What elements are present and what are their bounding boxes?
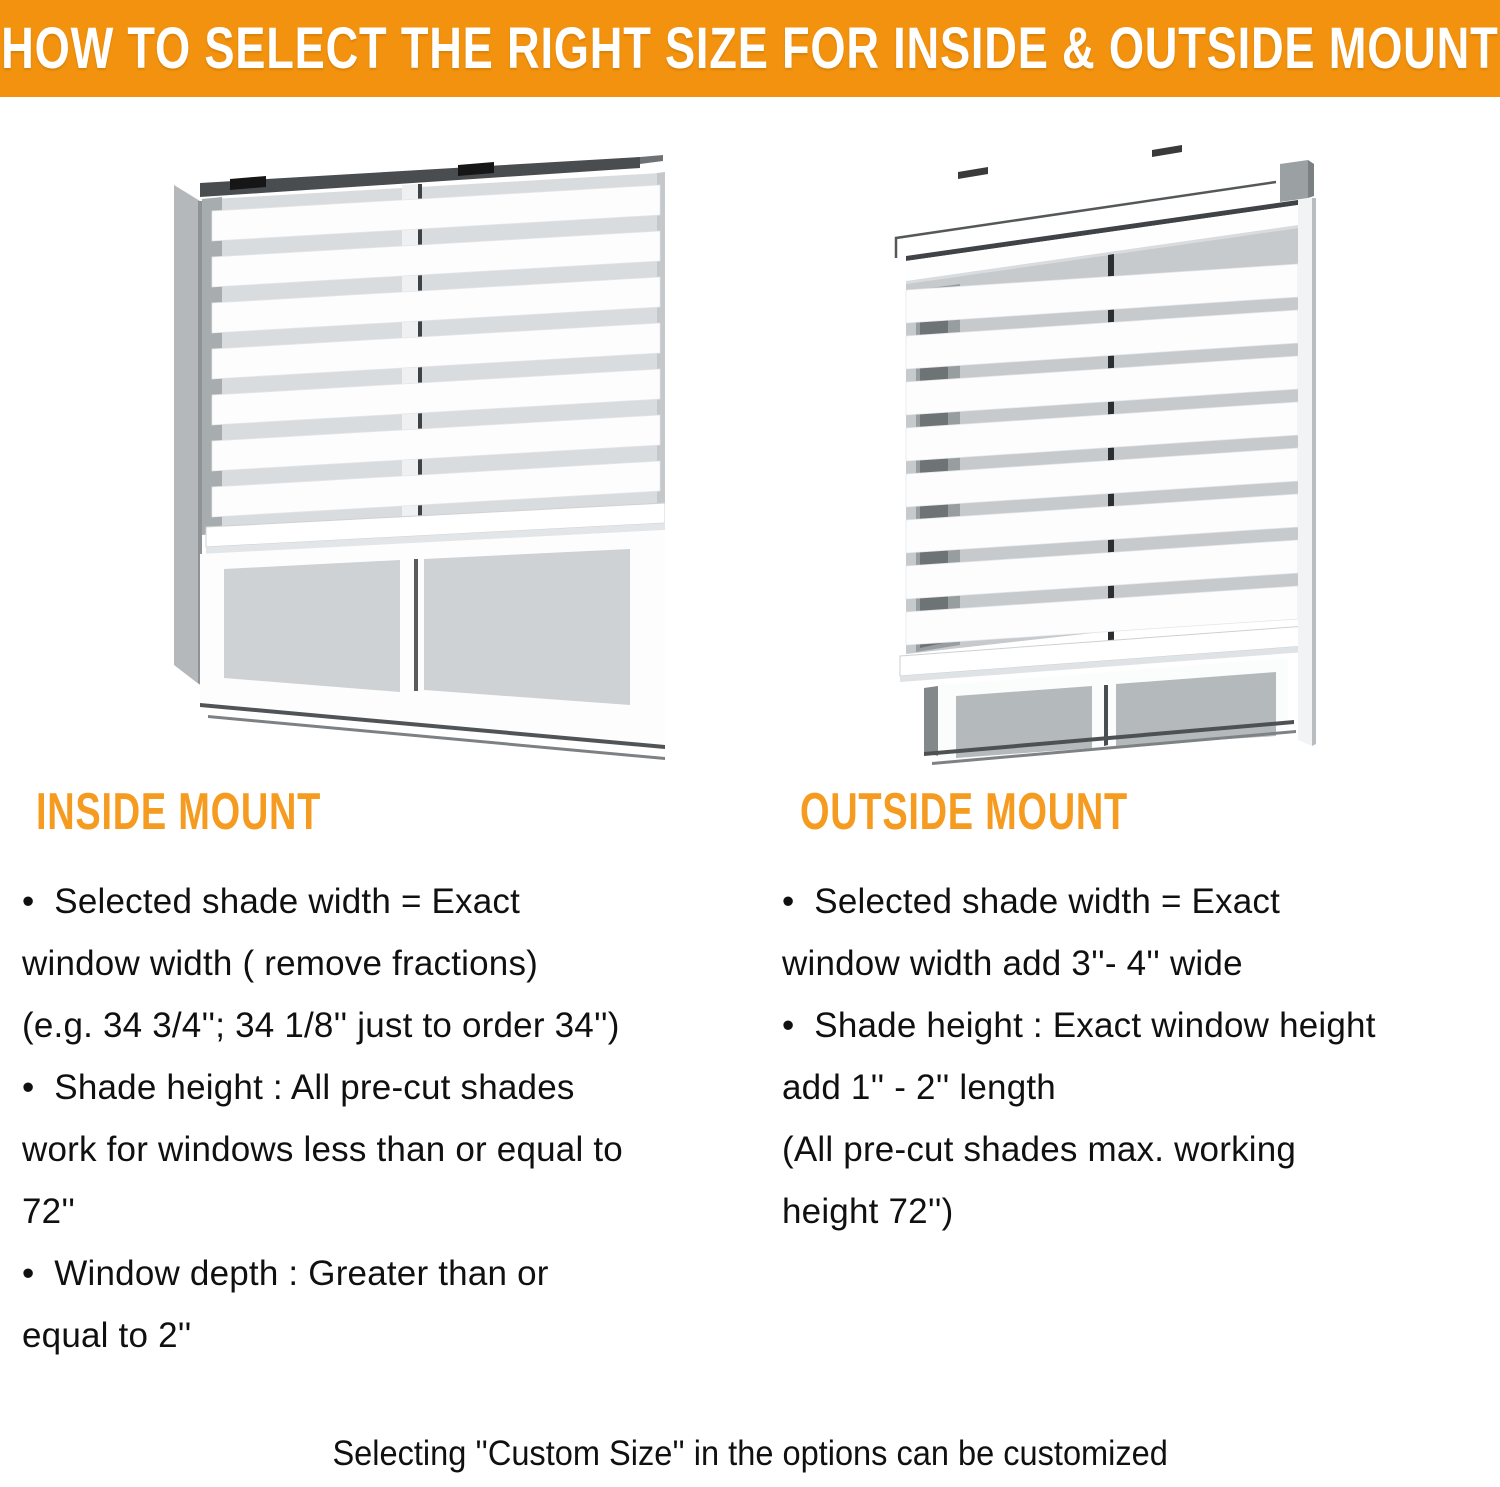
custom-size-note-text: Selecting ''Custom Size'' in the options can be customized [332, 1434, 1168, 1473]
inside-mount-window-drawing [160, 155, 665, 765]
text-line: window width ( remove fractions) [22, 944, 539, 983]
bullet-line: • Window depth : Greater than or [22, 1254, 549, 1293]
title-banner [0, 0, 1500, 97]
outside-mount-heading: OUTSIDE MOUNT [800, 783, 1128, 841]
outside-mount-instructions [782, 871, 1487, 1243]
window-frame [174, 185, 202, 685]
text-line: add 1'' - 2'' length [782, 1068, 1056, 1107]
shade-side-channel [1298, 198, 1316, 746]
page-title: HOW TO SELECT THE RIGHT SIZE FOR INSIDE & OUTSIDE MOUNT [1, 16, 1499, 81]
inside-mount-illustration [160, 155, 665, 765]
bullet-line: • Shade height : Exact window height [782, 1006, 1376, 1045]
bullet-line: • Selected shade width = Exact [22, 882, 521, 921]
custom-size-note [0, 1434, 1500, 1474]
mounting-bracket-icon [1280, 160, 1308, 202]
mounting-screw-icon [958, 167, 988, 179]
inside-mount-heading: INSIDE MOUNT [36, 783, 322, 841]
outside-mount-window-drawing [880, 140, 1365, 770]
inside-mount-instructions [22, 871, 727, 1367]
text-line: (All pre-cut shades max. working [782, 1130, 1297, 1169]
text-line: 72'' [22, 1192, 76, 1231]
mounting-screw-icon [1152, 145, 1182, 157]
bullet-line: • Selected shade width = Exact [782, 882, 1281, 921]
text-line: window width add 3''- 4'' wide [782, 944, 1243, 983]
mullion-shadow-line [1108, 254, 1114, 647]
text-line: equal to 2'' [22, 1316, 192, 1355]
text-line: height 72'') [782, 1192, 954, 1231]
outside-mount-illustration [880, 140, 1365, 770]
text-line: (e.g. 34 3/4''; 34 1/8'' just to order 34'') [22, 1006, 620, 1045]
bullet-line: • Shade height : All pre-cut shades [22, 1068, 575, 1107]
window-lower-panes [200, 530, 665, 760]
text-line: work for windows less than or equal to [22, 1130, 623, 1169]
